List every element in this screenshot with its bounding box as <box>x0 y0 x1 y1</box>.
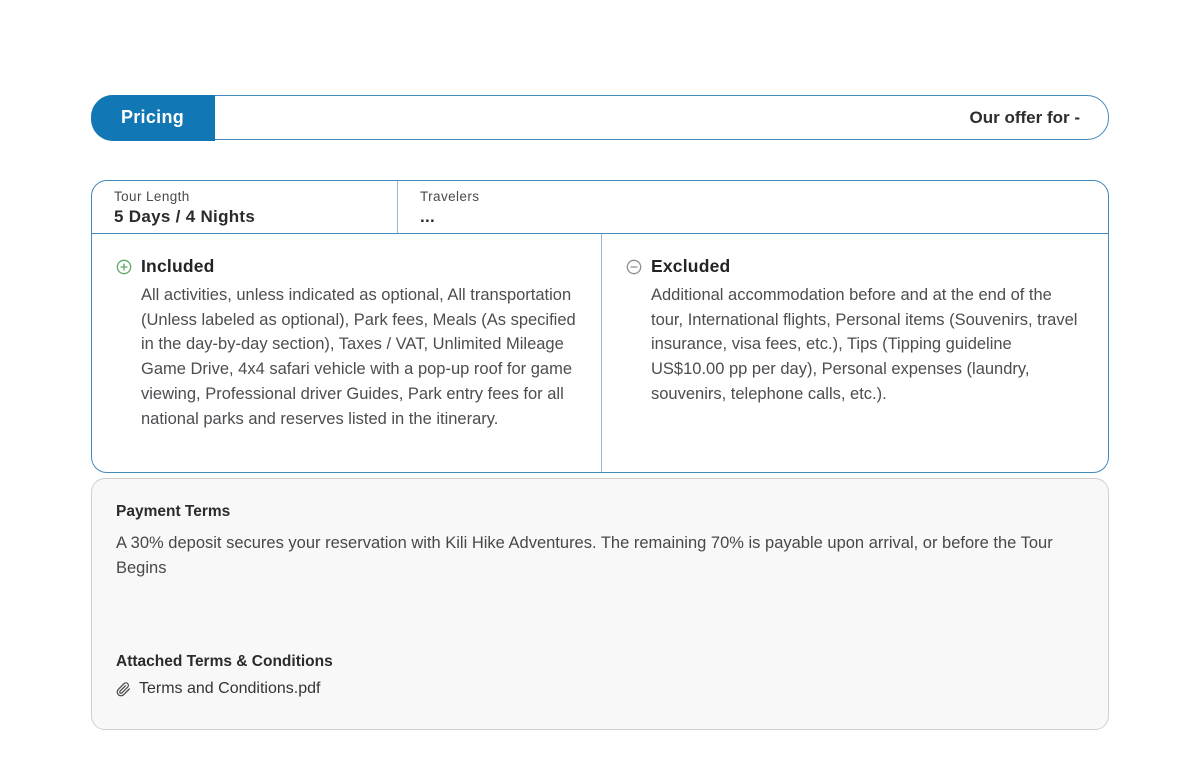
excluded-text: Additional accommodation before and at the end of the tour, International flights, Personal items (Souvenirs, travel insurance, visa fees, etc.), Tips (Tipping guideline US$10.00 pp per day), Personal expenses (laundry, souvenirs, telephone calls, etc.). <box>651 286 1078 403</box>
payment-terms-title: Payment Terms <box>116 503 231 520</box>
tab-pricing[interactable]: Pricing <box>91 95 215 141</box>
tour-length-label: Tour Length <box>114 189 190 204</box>
included-text: All activities, unless indicated as optional, All transportation (Unless labeled as optional), Park fees, Meals (As specified in the day-by-day section), Taxes / VAT, Unlimited Mileage Game Drive, 4x4 safari vehicle with a pop-up roof for game viewing, Professional driver Guides, Park entry fees for all national parks and reserves listed in the itinerary. <box>141 286 576 428</box>
offer-for-label: Our offer for - <box>969 107 1080 127</box>
tour-summary-row <box>92 181 1108 234</box>
paperclip-icon <box>116 682 131 697</box>
attached-terms-title: Attached Terms & Conditions <box>116 653 333 670</box>
plus-circle-icon <box>116 259 132 275</box>
payment-terms-text: A 30% deposit secures your reservation with Kili Hike Adventures. The remaining 70% is payable upon arrival, or before the Tour Begins <box>116 534 1053 577</box>
attachment-file-name: Terms and Conditions.pdf <box>139 680 321 697</box>
travelers-label: Travelers <box>420 189 480 204</box>
pricing-header-bar <box>91 95 1109 140</box>
excluded-title: Excluded <box>651 256 731 276</box>
minus-circle-icon <box>626 259 642 275</box>
inclusions-columns <box>92 234 1108 472</box>
payment-terms-panel <box>91 478 1109 730</box>
travelers-value: ... <box>420 207 436 226</box>
tour-details-box <box>91 180 1109 473</box>
included-heading <box>116 256 577 277</box>
excluded-heading <box>626 256 1084 277</box>
travelers-cell <box>398 181 1108 233</box>
tour-length-cell <box>92 181 398 233</box>
attachment-terms-pdf[interactable] <box>116 680 320 698</box>
included-title: Included <box>141 256 215 276</box>
excluded-section <box>602 234 1108 472</box>
tour-length-value: 5 Days / 4 Nights <box>114 207 256 226</box>
included-section <box>92 234 602 472</box>
